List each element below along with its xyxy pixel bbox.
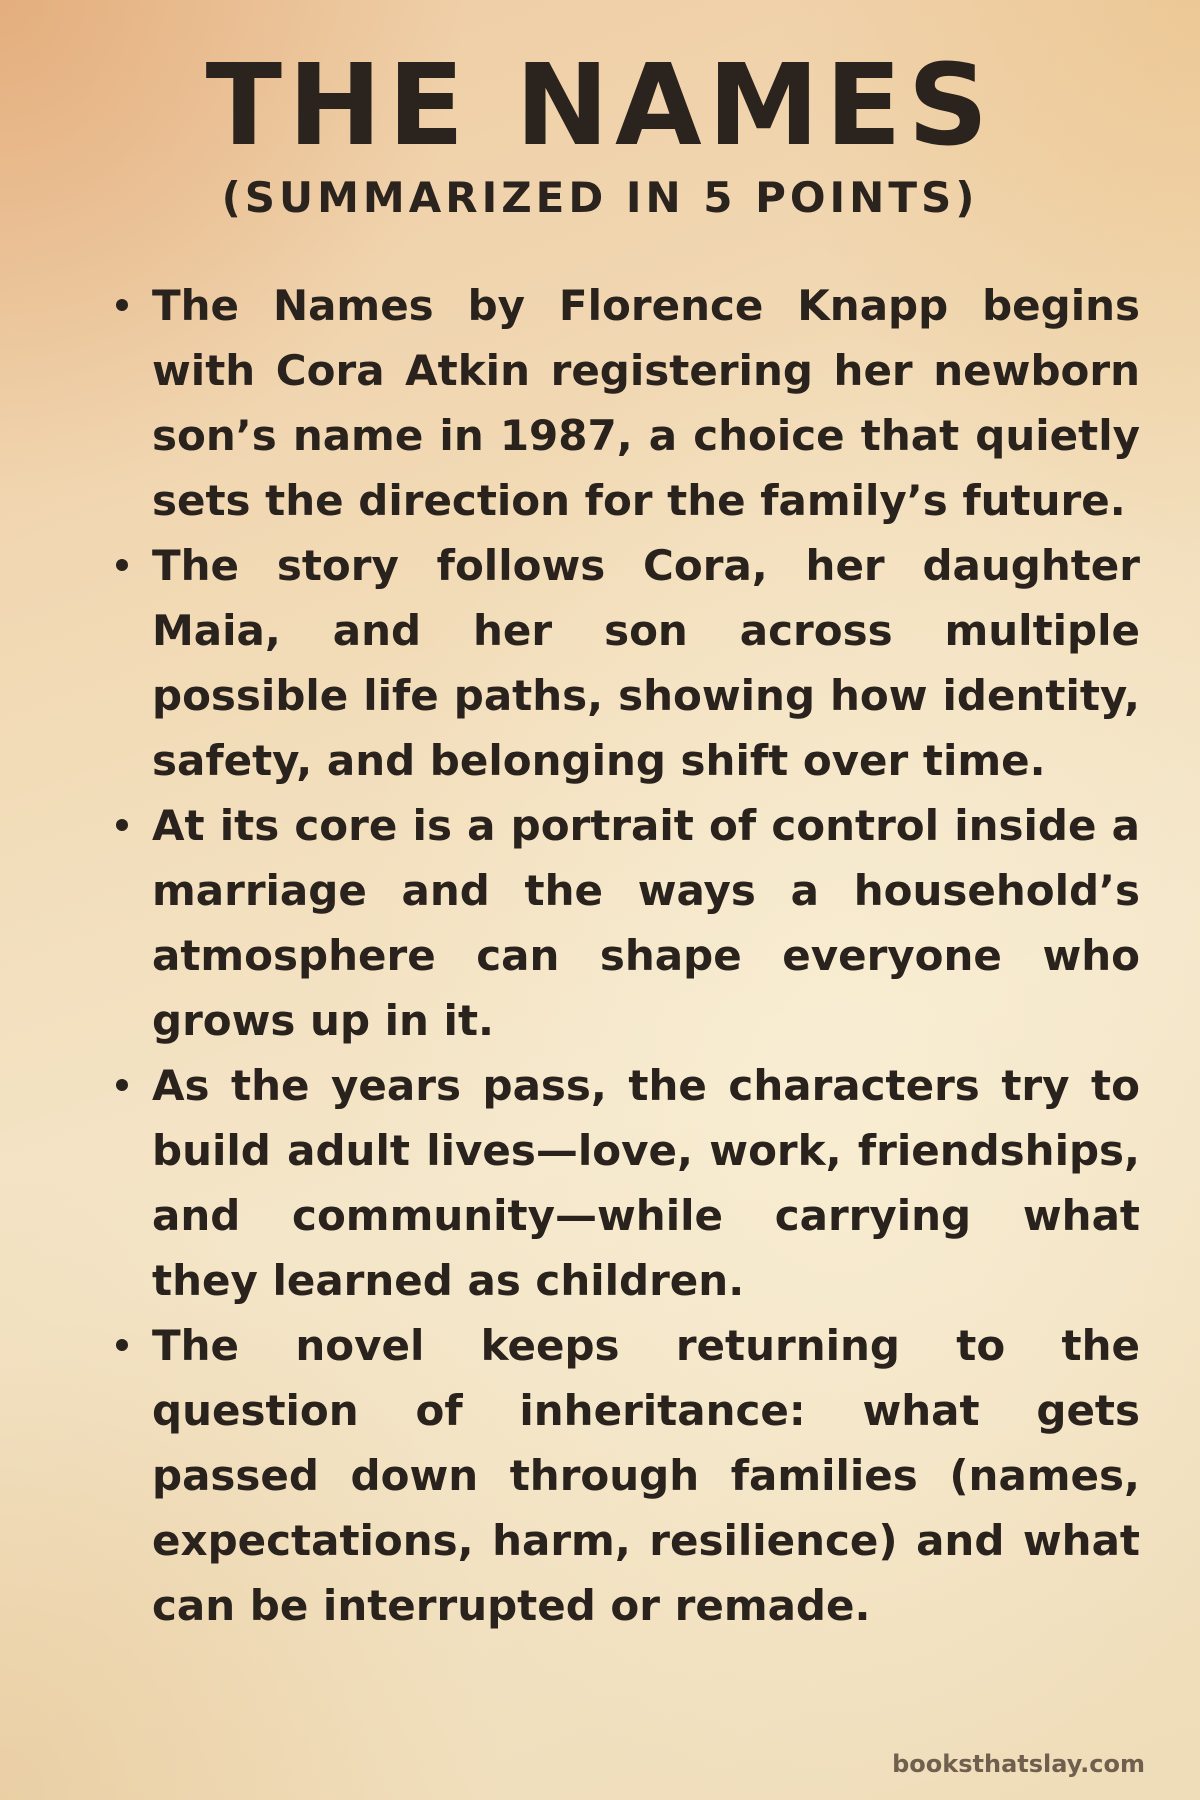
summary-point-text: At its core is a portrait of control inside a marriage and the ways a household’s atmosphere can shape everyone who grows up in it. [152,801,1140,1045]
bullet-icon [116,559,128,571]
summary-point-4 [152,1053,1140,1313]
summary-point-text: The novel keeps returning to the question of inheritance: what gets passed down through families (names, expectations, harm, resilience) and what can be interrupted or remade. [152,1321,1140,1630]
summary-point-2 [152,533,1140,793]
page-subtitle: (SUMMARIZED IN 5 POINTS) [221,173,979,222]
site-watermark: booksthatslay.com [892,1750,1145,1778]
bullet-icon [116,299,128,311]
summary-point-text: The Names by Florence Knapp begins with Cora Atkin registering her newborn son’s name in 1987, a choice that quietly sets the direction for the family’s future. [152,281,1140,525]
summary-points-list [152,273,1140,1638]
page-title: THE NAMES [205,41,995,171]
summary-point-3 [152,793,1140,1053]
bullet-icon [116,819,128,831]
summary-point-text: The story follows Cora, her daughter Maia, and her son across multiple possible life paths, showing how identity, safety, and belonging shift over time. [152,541,1140,785]
bullet-icon [116,1339,128,1351]
bullet-icon [116,1079,128,1091]
summary-point-text: As the years pass, the characters try to build adult lives—love, work, friendships, and community—while carrying what they learned as children. [152,1061,1140,1305]
summary-point-5 [152,1313,1140,1638]
summary-point-1 [152,273,1140,533]
